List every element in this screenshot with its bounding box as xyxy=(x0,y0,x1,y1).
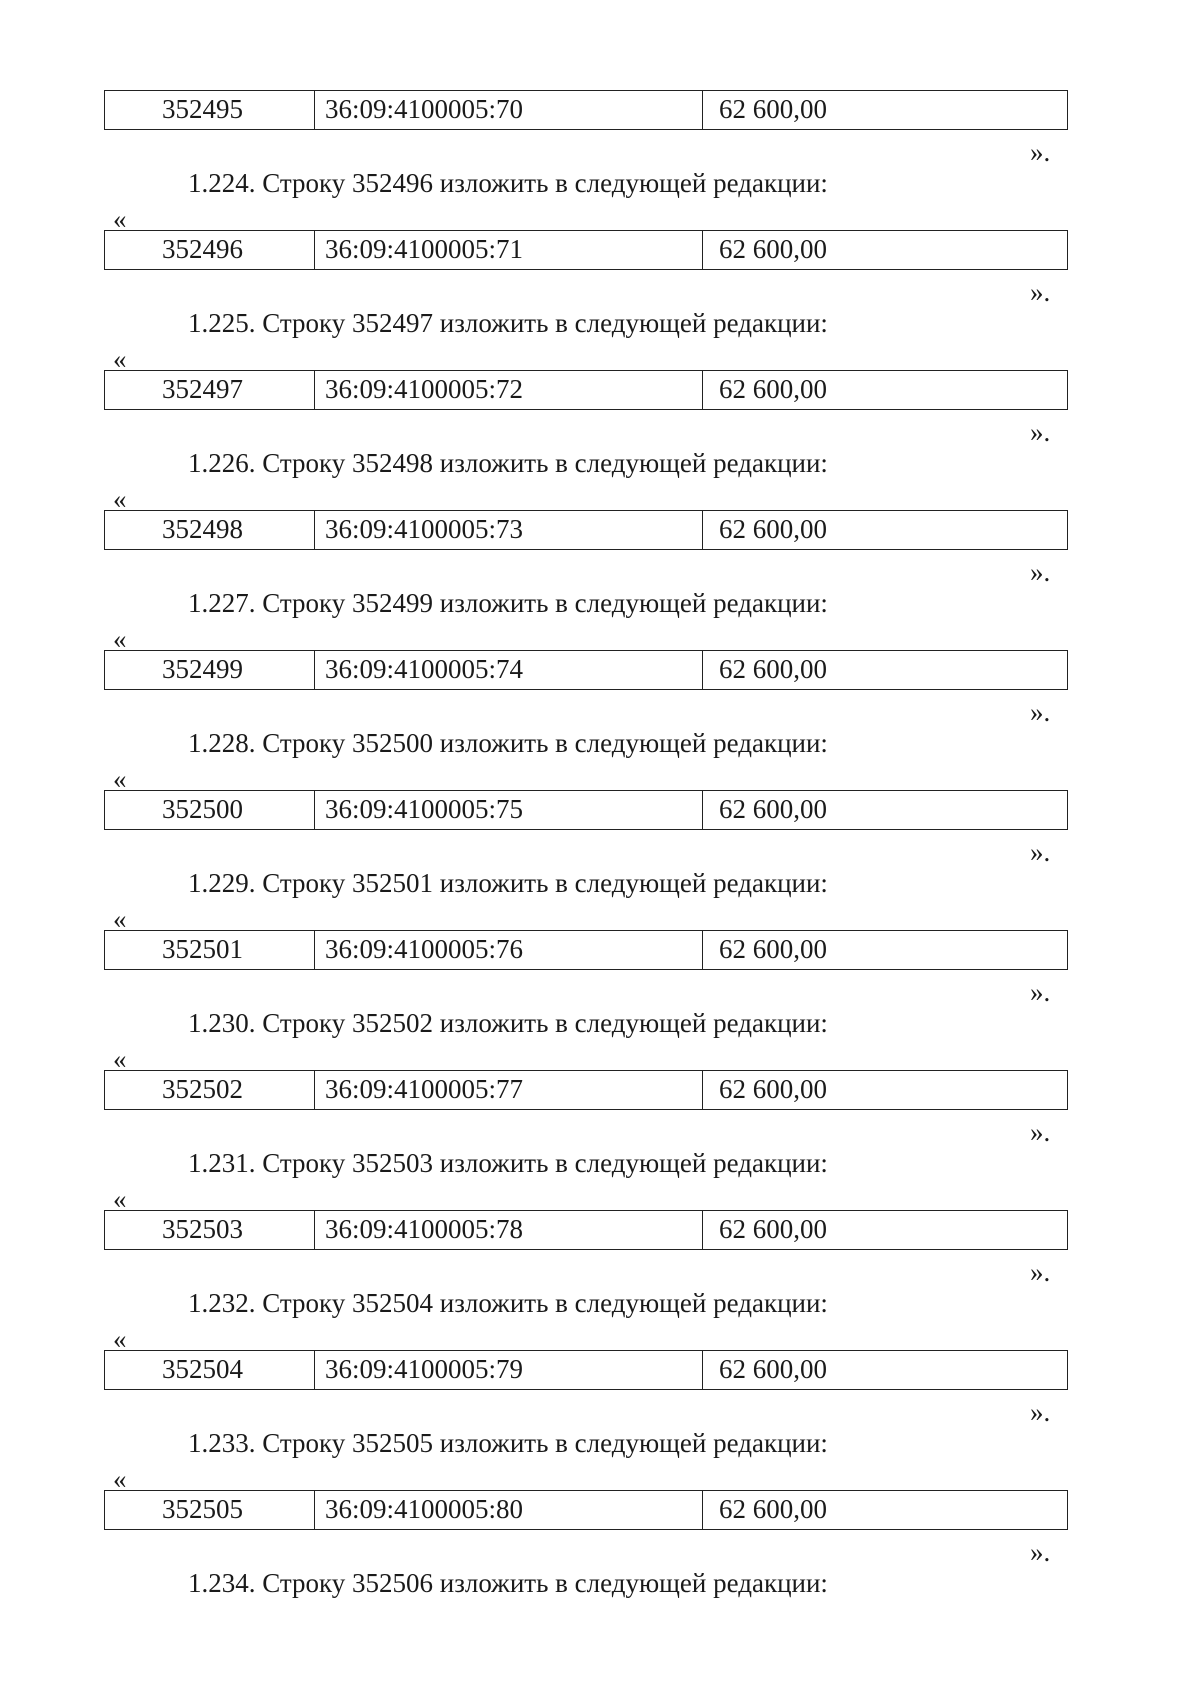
amendment-instruction: 1.231. Строку 352503 изложить в следующей редакции: xyxy=(188,1148,828,1178)
closing-quote: ». xyxy=(1030,277,1051,307)
opening-quote: « xyxy=(113,344,127,374)
amendment-instruction: 1.230. Строку 352502 изложить в следующей редакции: xyxy=(188,1008,828,1038)
opening-quote: « xyxy=(113,204,127,234)
row-amount: 62 600,00 xyxy=(719,1494,827,1524)
closing-quote: ». xyxy=(1030,977,1051,1007)
table-row xyxy=(104,790,1068,830)
amendment-instruction: 1.226. Строку 352498 изложить в следующей редакции: xyxy=(188,448,828,478)
amendment-instruction: 1.232. Строку 352504 изложить в следующей редакции: xyxy=(188,1288,828,1318)
table-row xyxy=(104,370,1068,410)
table-row xyxy=(104,1490,1068,1530)
row-amount: 62 600,00 xyxy=(719,794,827,824)
closing-quote: ». xyxy=(1030,1117,1051,1147)
row-code: 352502 xyxy=(105,1071,315,1109)
closing-quote: ». xyxy=(1030,697,1051,727)
closing-quote: ». xyxy=(1030,1397,1051,1427)
opening-quote: « xyxy=(113,624,127,654)
opening-quote: « xyxy=(113,1324,127,1354)
closing-quote: ». xyxy=(1030,1537,1051,1567)
row-amount: 62 600,00 xyxy=(719,1354,827,1384)
row-cadastral-number: 36:09:4100005:72 xyxy=(315,371,703,409)
row-amount: 62 600,00 xyxy=(719,1074,827,1104)
table-row xyxy=(104,650,1068,690)
row-cadastral-number: 36:09:4100005:76 xyxy=(315,931,703,969)
closing-quote: ». xyxy=(1030,557,1051,587)
row-cadastral-number: 36:09:4100005:73 xyxy=(315,511,703,549)
opening-quote: « xyxy=(113,764,127,794)
row-code: 352497 xyxy=(105,371,315,409)
row-cadastral-number: 36:09:4100005:75 xyxy=(315,791,703,829)
row-code: 352501 xyxy=(105,931,315,969)
row-code: 352499 xyxy=(105,651,315,689)
row-code: 352498 xyxy=(105,511,315,549)
table-row xyxy=(104,1350,1068,1390)
closing-quote: ». xyxy=(1030,417,1051,447)
row-cadastral-number: 36:09:4100005:79 xyxy=(315,1351,703,1389)
row-code: 352496 xyxy=(105,231,315,269)
amendment-instruction: 1.228. Строку 352500 изложить в следующей редакции: xyxy=(188,728,828,758)
row-amount: 62 600,00 xyxy=(719,94,827,124)
row-cadastral-number: 36:09:4100005:71 xyxy=(315,231,703,269)
table-row xyxy=(104,1210,1068,1250)
row-cadastral-number: 36:09:4100005:74 xyxy=(315,651,703,689)
table-row xyxy=(104,1070,1068,1110)
row-code: 352495 xyxy=(105,91,315,129)
row-cadastral-number: 36:09:4100005:78 xyxy=(315,1211,703,1249)
row-cadastral-number: 36:09:4100005:77 xyxy=(315,1071,703,1109)
row-amount: 62 600,00 xyxy=(719,374,827,404)
row-code: 352503 xyxy=(105,1211,315,1249)
amendment-instruction: 1.225. Строку 352497 изложить в следующей редакции: xyxy=(188,308,828,338)
opening-quote: « xyxy=(113,904,127,934)
row-amount: 62 600,00 xyxy=(719,1214,827,1244)
amendment-instruction: 1.233. Строку 352505 изложить в следующей редакции: xyxy=(188,1428,828,1458)
closing-quote: ». xyxy=(1030,137,1051,167)
row-code: 352500 xyxy=(105,791,315,829)
closing-quote: ». xyxy=(1030,1257,1051,1287)
table-row xyxy=(104,930,1068,970)
opening-quote: « xyxy=(113,1044,127,1074)
amendment-instruction: 1.234. Строку 352506 изложить в следующей редакции: xyxy=(188,1568,828,1598)
row-code: 352505 xyxy=(105,1491,315,1529)
row-amount: 62 600,00 xyxy=(719,934,827,964)
amendment-instruction: 1.224. Строку 352496 изложить в следующей редакции: xyxy=(188,168,828,198)
opening-quote: « xyxy=(113,1184,127,1214)
row-amount: 62 600,00 xyxy=(719,234,827,264)
table-row xyxy=(104,90,1068,130)
row-code: 352504 xyxy=(105,1351,315,1389)
closing-quote: ». xyxy=(1030,837,1051,867)
opening-quote: « xyxy=(113,484,127,514)
amendment-instruction: 1.229. Строку 352501 изложить в следующей редакции: xyxy=(188,868,828,898)
row-amount: 62 600,00 xyxy=(719,654,827,684)
table-row xyxy=(104,510,1068,550)
opening-quote: « xyxy=(113,1464,127,1494)
amendment-instruction: 1.227. Строку 352499 изложить в следующей редакции: xyxy=(188,588,828,618)
row-cadastral-number: 36:09:4100005:80 xyxy=(315,1491,703,1529)
table-row xyxy=(104,230,1068,270)
row-cadastral-number: 36:09:4100005:70 xyxy=(315,91,703,129)
row-amount: 62 600,00 xyxy=(719,514,827,544)
